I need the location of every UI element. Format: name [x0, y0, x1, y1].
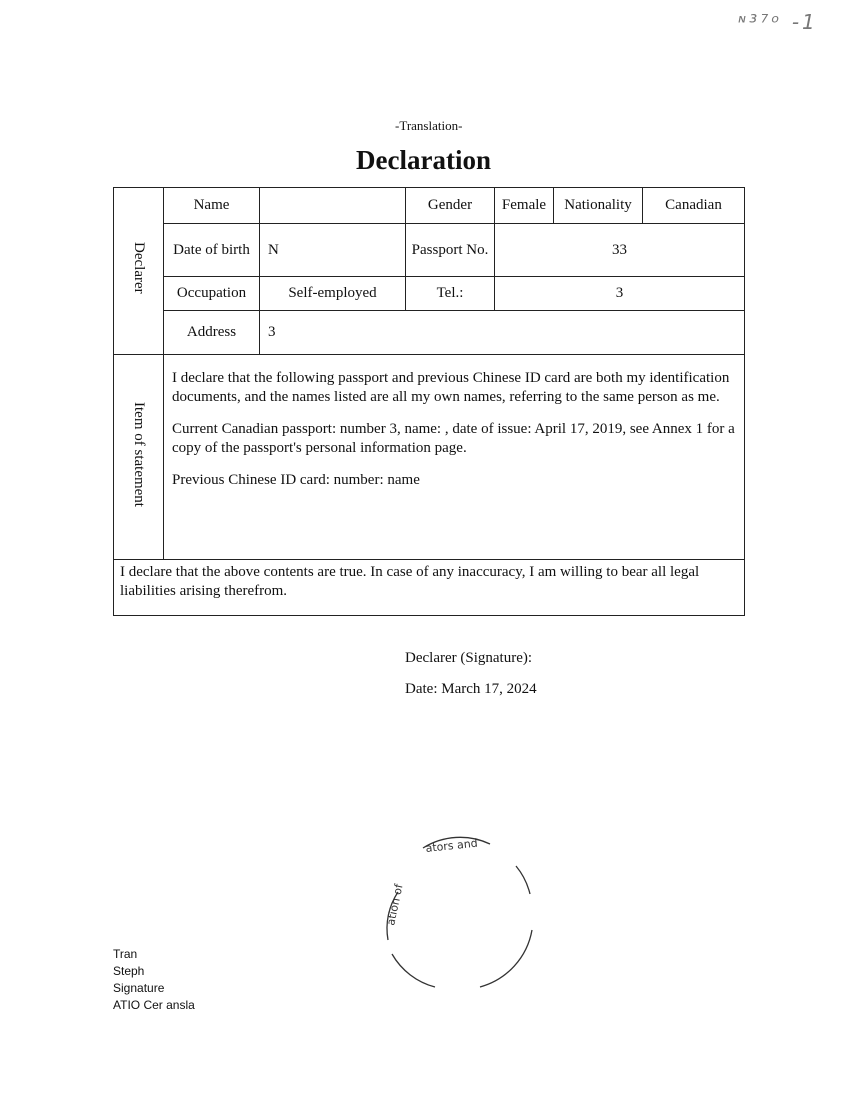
seal-text-top: ators and	[424, 836, 479, 855]
declarer-section-label	[114, 188, 164, 355]
statement-paragraph-1: I declare that the following passport and previous Chinese ID card are both my identification documents, and the names listed are all my own names, referring to the same person as me.	[172, 370, 730, 405]
dob-value: N	[260, 224, 406, 277]
passport-label: Passport No.	[406, 224, 495, 277]
nationality-value: Canadian	[643, 188, 745, 224]
translator-line-1: Tran	[113, 947, 138, 961]
tel-label: Tel.:	[406, 277, 495, 311]
gender-value: Female	[495, 188, 554, 224]
passport-value: 33	[495, 224, 745, 277]
declaration-date: Date: March 17, 2024	[405, 681, 537, 697]
statement-section-label	[114, 355, 164, 560]
handwritten-note: ᶰ³⁷ᵒ -1	[738, 10, 818, 34]
name-label: Name	[164, 188, 260, 224]
statement-body	[164, 355, 745, 560]
gender-label: Gender	[406, 188, 495, 224]
statement-label: Item of statement	[131, 401, 147, 507]
address-label: Address	[164, 311, 260, 355]
dob-label: Date of birth	[164, 224, 260, 277]
declarer-label: Declarer	[131, 242, 147, 294]
translator-block	[113, 946, 195, 1014]
nationality-label: Nationality	[554, 188, 643, 224]
occupation-value: Self-employed	[260, 277, 406, 311]
translator-seal	[380, 830, 540, 990]
statement-paragraph-3: Previous Chinese ID card: number: name	[172, 472, 420, 488]
tel-value: 3	[495, 277, 745, 311]
signature-label: Declarer (Signature):	[405, 650, 533, 666]
occupation-label: Occupation	[164, 277, 260, 311]
statement-paragraph-2: Current Canadian passport: number 3, name: , date of issue: April 17, 2019, see Annex 1 for a copy of the passport's personal information page.	[172, 421, 735, 456]
document-title: Declaration	[356, 145, 491, 175]
translator-line-4: ATIO Cer ansla	[113, 998, 195, 1012]
address-value: 3	[260, 311, 745, 355]
translator-line-2: Steph	[113, 964, 145, 978]
declaration-table	[113, 187, 745, 616]
declaration-footer: I declare that the above contents are true. In case of any inaccuracy, I am willing to bear all legal liabilities arising therefrom.	[114, 560, 745, 616]
name-value	[260, 188, 406, 224]
translator-line-3: Signature	[113, 981, 165, 995]
translation-caption: -Translation-	[395, 118, 463, 133]
seal-text-left: ation of	[384, 882, 406, 927]
